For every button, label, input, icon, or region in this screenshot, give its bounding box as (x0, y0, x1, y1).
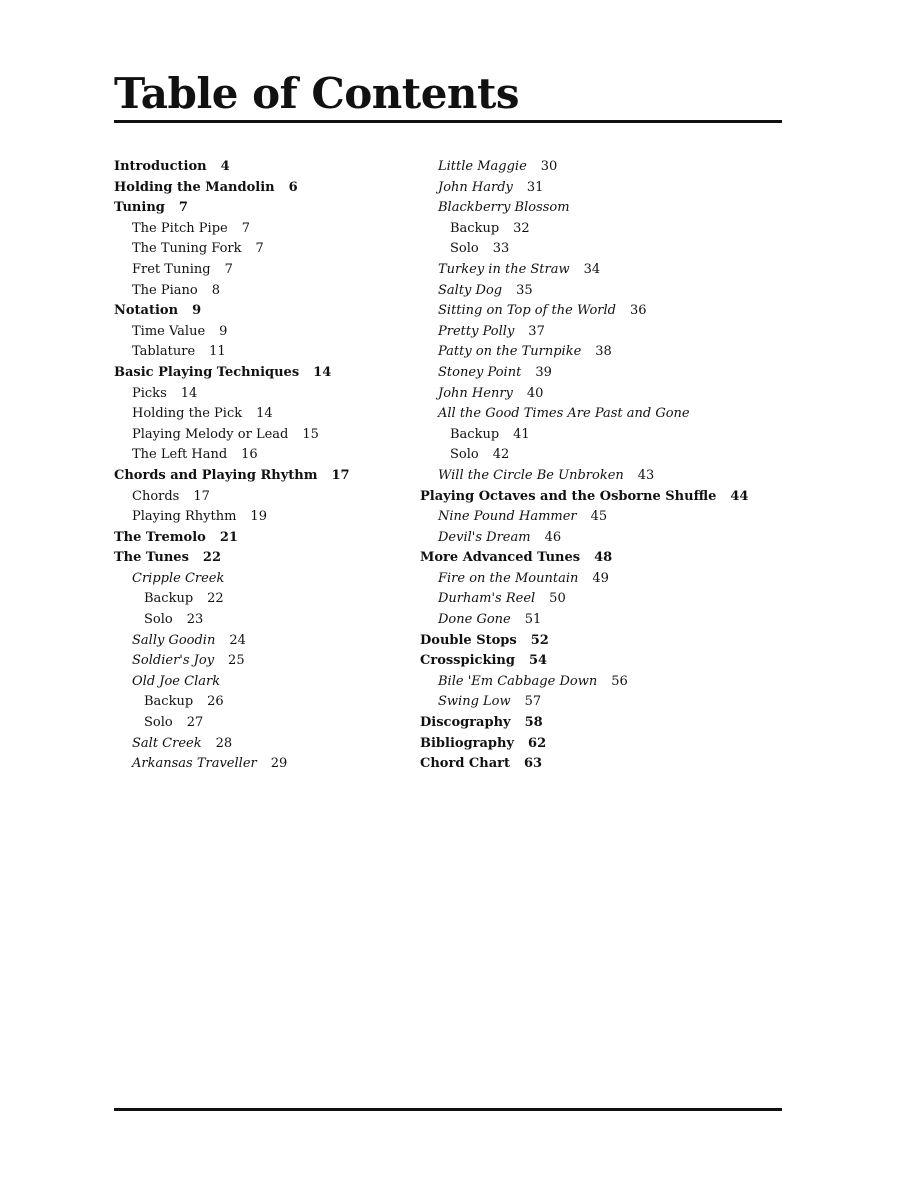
toc-entry[interactable] (114, 672, 414, 693)
toc-entry-title: More Advanced Tunes (420, 550, 581, 566)
toc-entry[interactable] (114, 363, 414, 384)
toc-entry[interactable] (114, 281, 414, 302)
toc-entry-page: 50 (549, 591, 566, 607)
toc-entry[interactable] (114, 734, 414, 755)
toc-entry-title: Tablature (132, 344, 196, 360)
toc-entry-page: 51 (524, 612, 542, 628)
toc-entry-title: Holding the Pick (132, 406, 243, 422)
toc-entry-page: 58 (524, 715, 543, 731)
toc-entry-title: Blackberry Blossom (438, 200, 570, 216)
toc-entry-title: Chords (132, 488, 180, 504)
toc-entry-page: 23 (186, 612, 204, 628)
toc-entry[interactable] (420, 239, 780, 260)
toc-entry-page: 34 (583, 261, 601, 277)
toc-entry[interactable] (420, 157, 780, 178)
toc-entry[interactable] (420, 651, 780, 672)
toc-entry[interactable] (420, 425, 780, 446)
toc-entry[interactable] (420, 631, 780, 652)
toc-entry-page: 22 (202, 550, 221, 566)
toc-entry-page: 26 (207, 694, 224, 710)
toc-entry-page: 19 (250, 509, 267, 525)
toc-entry[interactable] (114, 754, 414, 775)
toc-entry[interactable] (114, 631, 414, 652)
toc-entry-title: Holding the Mandolin (114, 179, 275, 195)
toc-entry[interactable] (420, 692, 780, 713)
toc-entry[interactable] (114, 198, 414, 219)
toc-entry[interactable] (114, 404, 414, 425)
toc-entry-page: 17 (331, 467, 350, 483)
toc-entry-title: Patty on the Turnpike (438, 344, 582, 360)
toc-entry[interactable] (420, 610, 780, 631)
toc-entry[interactable] (114, 301, 414, 322)
toc-entry-title: Fire on the Mountain (438, 570, 579, 586)
toc-entry-page: 16 (241, 447, 258, 463)
toc-entry-page: 49 (592, 570, 609, 586)
toc-entry-title: Old Joe Clark (132, 673, 221, 689)
toc-entry-page: 7 (255, 241, 264, 257)
toc-entry[interactable] (114, 239, 414, 260)
toc-entry[interactable] (420, 322, 780, 343)
toc-entry-title: John Hardy (438, 179, 513, 195)
toc-entry-page: 42 (492, 447, 510, 463)
toc-entry[interactable] (420, 589, 780, 610)
toc-entry-title: Cripple Creek (132, 570, 225, 586)
toc-entry-title: All the Good Times Are Past and Gone (438, 406, 690, 422)
toc-entry[interactable] (420, 404, 780, 425)
toc-entry-page: 7 (178, 200, 188, 216)
toc-entry[interactable] (420, 363, 780, 384)
toc-entry-title: Backup (450, 426, 500, 442)
toc-entry[interactable] (114, 219, 414, 240)
toc-entry-page: 22 (207, 591, 224, 607)
toc-entry[interactable] (114, 548, 414, 569)
toc-entry[interactable] (114, 487, 414, 508)
toc-entry-page: 7 (224, 261, 233, 277)
toc-entry-page: 54 (528, 653, 548, 669)
toc-entry-title: Bibliography (420, 735, 515, 751)
toc-entry-title: Playing Rhythm (132, 509, 237, 525)
toc-entry-title: Durham's Reel (438, 591, 536, 607)
toc-entry[interactable] (114, 425, 414, 446)
toc-entry-title: Backup (144, 694, 194, 710)
toc-entry-title: Chord Chart (420, 756, 511, 772)
toc-entry-page: 56 (611, 673, 628, 689)
toc-entry-title: The Piano (132, 282, 198, 298)
toc-entry-title: Turkey in the Straw (438, 261, 570, 277)
toc-entry-page: 25 (228, 653, 245, 669)
toc-entry[interactable] (114, 528, 414, 549)
toc-entry-title: The Tunes (114, 550, 189, 566)
toc-entry-page: 45 (590, 509, 608, 525)
toc-entry[interactable] (114, 589, 414, 610)
toc-entry[interactable] (420, 301, 780, 322)
toc-entry-page: 40 (526, 385, 544, 401)
toc-entry-page: 8 (211, 282, 221, 298)
toc-entry-title: The Pitch Pipe (132, 220, 228, 236)
toc-entry[interactable] (420, 281, 780, 302)
toc-entry-page: 41 (513, 426, 530, 442)
toc-entry-page: 43 (637, 467, 655, 483)
toc-entry-title: Will the Circle Be Unbroken (438, 467, 624, 483)
toc-entry-page: 63 (524, 756, 543, 772)
toc-entry-page: 14 (313, 364, 332, 380)
toc-entry-page: 28 (215, 735, 233, 751)
toc-entry-page: 27 (186, 715, 204, 731)
toc-entry-page: 11 (209, 344, 226, 360)
toc-entry[interactable] (114, 157, 414, 178)
toc-entry-title: Basic Playing Techniques (114, 364, 300, 380)
toc-entry[interactable] (420, 445, 780, 466)
toc-entry[interactable] (420, 466, 780, 487)
page-title: Table of Contents (114, 69, 519, 118)
toc-entry[interactable] (114, 692, 414, 713)
toc-entry-title: The Left Hand (132, 447, 228, 463)
toc-entry-page: 44 (730, 488, 749, 504)
toc-entry-page: 33 (492, 241, 510, 257)
toc-entry[interactable] (420, 260, 780, 281)
toc-entry[interactable] (420, 178, 780, 199)
toc-entry-page: 46 (544, 529, 562, 545)
toc-entry[interactable] (114, 507, 414, 528)
toc-entry[interactable] (114, 178, 414, 199)
footer-divider (114, 1108, 782, 1111)
toc-entry[interactable] (420, 342, 780, 363)
toc-entry-page: 36 (629, 303, 647, 319)
toc-entry-title: Double Stops (420, 632, 517, 648)
toc-entry-page: 30 (540, 159, 558, 174)
toc-entry-title: Chords and Playing Rhythm (114, 467, 318, 483)
toc-entry[interactable] (420, 548, 780, 569)
toc-entry-title: Discography (420, 715, 511, 731)
toc-entry-page: 17 (193, 488, 210, 504)
title-divider (114, 120, 782, 123)
toc-entry-title: Sitting on Top of the World (438, 303, 616, 319)
toc-entry-page: 9 (192, 303, 202, 319)
toc-entry-title: Devil's Dream (438, 529, 531, 545)
toc-entry[interactable] (420, 384, 780, 405)
toc-entry[interactable] (114, 445, 414, 466)
toc-entry-title: Picks (132, 385, 167, 401)
toc-entry-title: Solo (144, 715, 173, 731)
toc-entry-page: 6 (288, 179, 298, 195)
toc-entry-title: Backup (144, 591, 194, 607)
toc-entry-title: John Henry (438, 385, 513, 401)
toc-entry-title: The Tuning Fork (132, 241, 242, 257)
toc-column-right (420, 157, 780, 775)
toc-entry[interactable] (420, 219, 780, 240)
toc-entry-title: Arkansas Traveller (132, 756, 257, 772)
toc-entry-title: Bile 'Em Cabbage Down (438, 673, 598, 689)
toc-entry-page: 35 (516, 282, 533, 298)
toc-entry-page: 29 (270, 756, 288, 772)
toc-entry-page: 14 (256, 406, 273, 422)
toc-entry-page: 15 (302, 426, 319, 442)
toc-entry-page: 4 (220, 159, 230, 174)
toc-entry-title: Playing Octaves and the Osborne Shuffle (420, 488, 717, 504)
toc-entry-page: 38 (595, 344, 612, 360)
toc-entry-page: 57 (524, 694, 542, 710)
toc-entry[interactable] (420, 487, 780, 508)
toc-entry[interactable] (114, 342, 414, 363)
toc-entry[interactable] (420, 713, 780, 734)
toc-entry-title: Done Gone (438, 612, 511, 628)
toc-entry[interactable] (420, 569, 780, 590)
toc-entry-title: Playing Melody or Lead (132, 426, 289, 442)
toc-entry-title: Little Maggie (438, 159, 527, 174)
toc-entry-title: Crosspicking (420, 653, 515, 669)
toc-entry[interactable] (420, 198, 780, 219)
toc-entry-title: Swing Low (438, 694, 511, 710)
toc-entry-title: Salt Creek (132, 735, 202, 751)
toc-entry-title: Stoney Point (438, 364, 522, 380)
toc-entry-page: 37 (528, 323, 545, 339)
toc-entry[interactable] (420, 672, 780, 693)
toc-entry[interactable] (420, 754, 780, 775)
toc-entry-title: Pretty Polly (438, 323, 515, 339)
toc-entry-page: 31 (526, 179, 544, 195)
toc-entry[interactable] (420, 507, 780, 528)
toc-entry-title: The Tremolo (114, 529, 206, 545)
toc-entry[interactable] (114, 713, 414, 734)
toc-entry-page: 9 (219, 323, 228, 339)
toc-entry-page: 14 (180, 385, 198, 401)
toc-entry-title: Solo (144, 612, 173, 628)
toc-entry[interactable] (420, 528, 780, 549)
toc-entry-title: Introduction (114, 159, 207, 174)
toc-entry-page: 24 (229, 632, 246, 648)
toc-entry-title: Sally Goodin (132, 632, 216, 648)
toc-entry-title: Solo (450, 241, 479, 257)
toc-entry[interactable] (114, 651, 414, 672)
toc-entry-page: 48 (594, 550, 613, 566)
toc-entry-title: Soldier's Joy (132, 653, 215, 669)
toc-entry-page: 21 (219, 529, 238, 545)
toc-entry[interactable] (114, 260, 414, 281)
toc-entry-page: 62 (528, 735, 547, 751)
toc-entry-title: Notation (114, 303, 179, 319)
toc-entry-title: Backup (450, 220, 500, 236)
toc-entry-page: 32 (513, 220, 530, 236)
toc-entry-title: Fret Tuning (132, 261, 211, 277)
toc-entry[interactable] (420, 734, 780, 755)
toc-entry-title: Solo (450, 447, 479, 463)
toc-entry[interactable] (114, 384, 414, 405)
toc-entry[interactable] (114, 322, 414, 343)
toc-entry-page: 7 (241, 220, 250, 236)
toc-entry-title: Salty Dog (438, 282, 503, 298)
toc-entry-page: 52 (530, 632, 549, 648)
toc-entry-title: Tuning (114, 200, 165, 216)
toc-entry[interactable] (114, 569, 414, 590)
toc-entry-title: Nine Pound Hammer (438, 509, 577, 525)
toc-entry[interactable] (114, 610, 414, 631)
toc-entry[interactable] (114, 466, 414, 487)
toc-entry-title: Time Value (132, 323, 206, 339)
toc-column-left (114, 157, 414, 775)
toc-entry-page: 39 (535, 364, 552, 380)
